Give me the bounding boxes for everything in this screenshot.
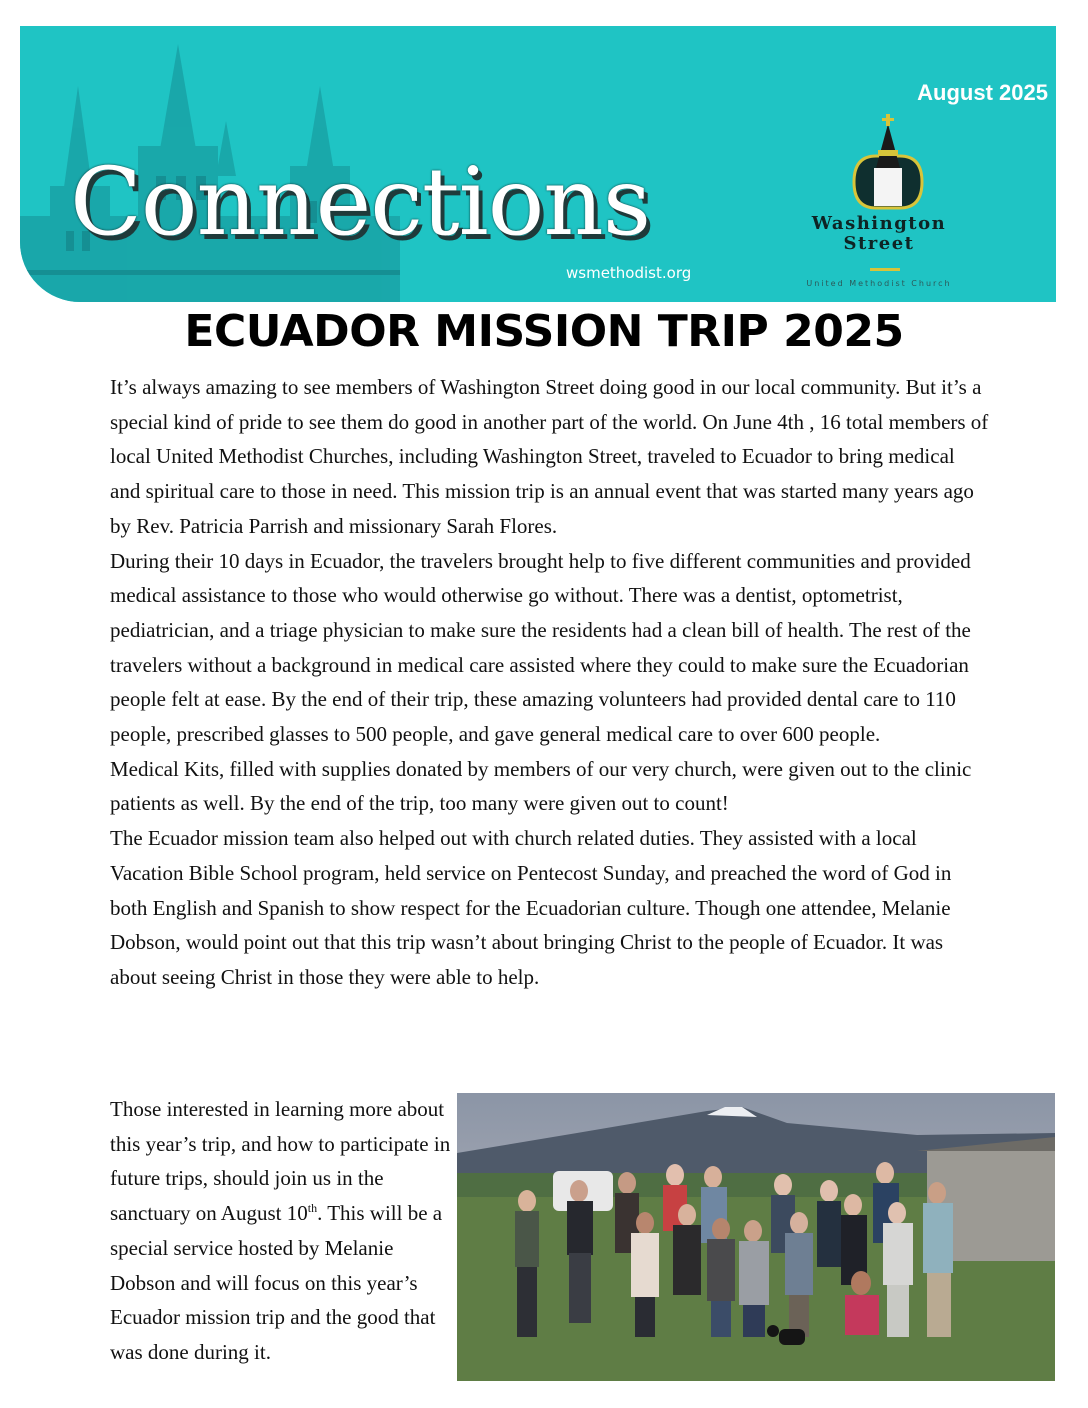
closing-text-end: . This will be a special service hosted by Melanie Dobson and will focus on this year’s Ecuador mission trip and the good that was done during it. (110, 1201, 443, 1364)
logo-divider (870, 268, 900, 271)
mission-team-photo (457, 1093, 1055, 1381)
closing-paragraph (110, 1092, 452, 1370)
article-paragraph: The Ecuador mission team also helped out with church related duties. They assisted with a local Vacation Bible School program, held service on Pentecost Sunday, and preached the word of God in both English and Spanish to show respect for the Ecuadorian culture. Though one attendee, Melanie Dobson, would point out that this trip wasn’t about bringing Christ to the people of Ecuador. It was about seeing Christ in those they were able to help. (110, 826, 952, 989)
article-headline: ECUADOR MISSION TRIP 2025 (184, 306, 904, 357)
logo-line-1: Washington (811, 213, 947, 234)
church-name-logotype (776, 214, 982, 254)
newsletter-masthead: Connections (70, 148, 651, 257)
logo-subtitle: United Methodist Church (806, 279, 952, 288)
article-paragraph: During their 10 days in Ecuador, the travelers brought help to five different communities and provided medical assistance to those who would otherwise go without. There was a dentist, optometrist, pediatrician, and a triage physician to make sure the residents had a clean bill of health. The rest of the travelers without a background in medical care assisted where they could to make sure the Ecuadorian people felt at ease. By the end of their trip, these amazing volunteers had provided dental care to 110 people, prescribed glasses to 500 people, and gave general medical care to over 600 people. (110, 548, 971, 747)
church-steeple-emblem-icon (846, 110, 930, 230)
ordinal-suffix: th (307, 1201, 318, 1216)
team-group-photo-image (457, 1093, 1055, 1381)
article-paragraph: Medical Kits, filled with supplies donated by members of our very church, were given out to the clinic patients as well. By the end of the trip, too many were given out to count! (110, 756, 972, 816)
article-paragraph: It’s always amazing to see members of Washington Street doing good in our local community. But it’s a special kind of pride to see them do good in another part of the world. On June 4th , 16 total members of local United Methodist Churches, including Washington Street, traveled to Ecuador to bring medical and spiritual care to those in need. This mission trip is an annual event that was started many years ago by Rev. Patricia Parrish and missionary Sarah Flores. (110, 375, 989, 538)
closing-text-start: Those interested in learning more about this year’s trip, and how to participate in future trips, should join us in the sanctuary on August 10 (110, 1097, 451, 1226)
logo-line-2: Street (843, 233, 915, 254)
header-banner (20, 26, 1056, 302)
issue-date: August 2025 (917, 80, 1048, 105)
article-body (110, 370, 990, 995)
website-url[interactable]: wsmethodist.org (566, 264, 692, 282)
